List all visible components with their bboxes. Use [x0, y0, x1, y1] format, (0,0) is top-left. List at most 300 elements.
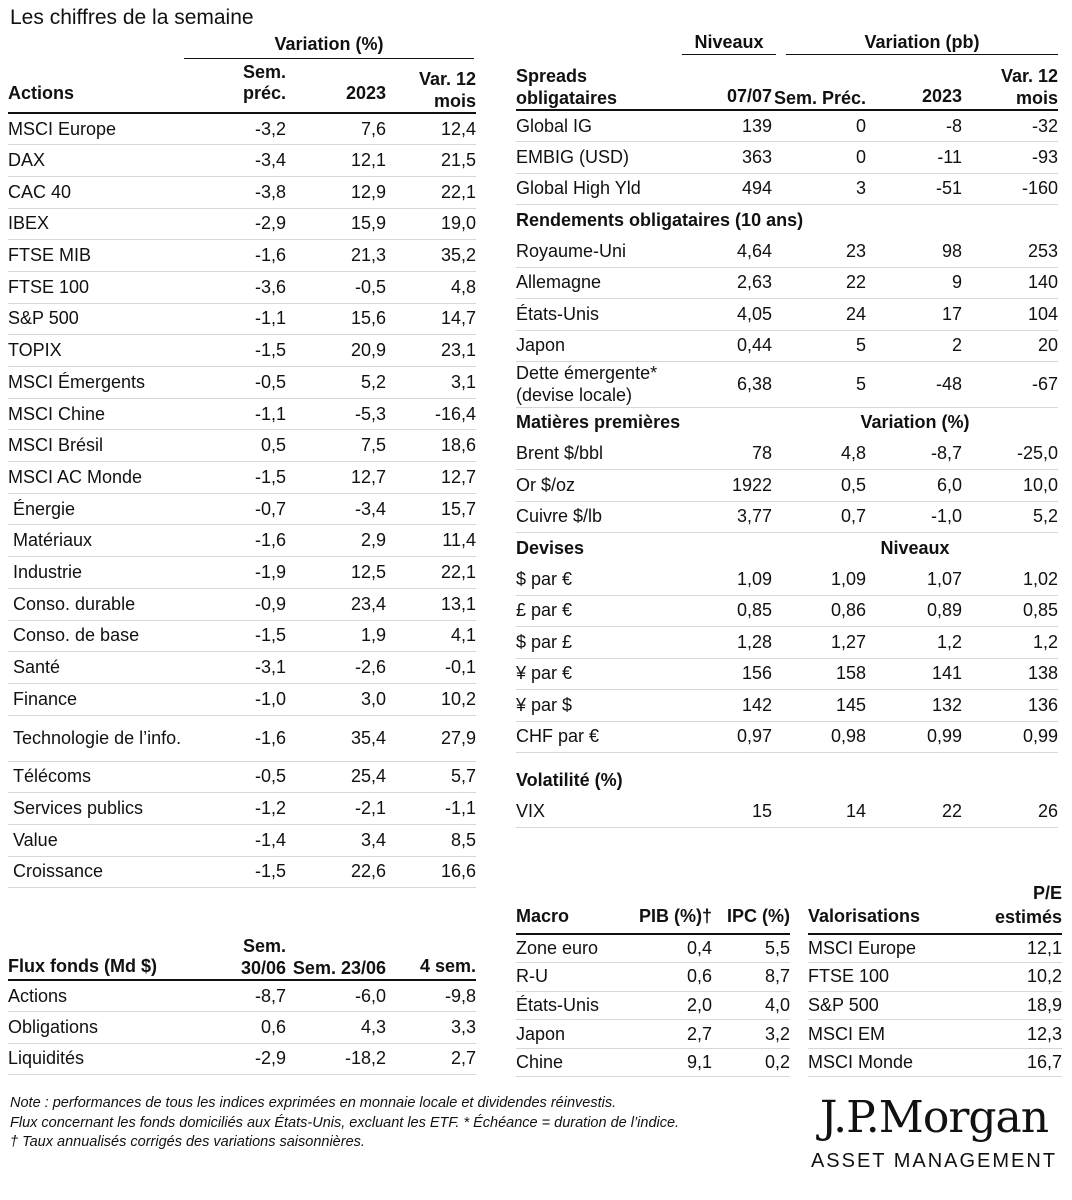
table-row [516, 362, 1058, 408]
row-value: 12,7 [386, 462, 476, 494]
row-label: Matériaux [8, 525, 196, 557]
footnote-3: † Taux annualisés corrigés des variations saisonnières. [10, 1134, 365, 1150]
volatilite-section-title: Volatilité (%) [516, 769, 623, 790]
row-value: -0,1 [386, 652, 476, 684]
row-value: -25,0 [962, 438, 1058, 470]
row-value: 4,8 [772, 438, 866, 470]
row-label: $ par € [516, 564, 680, 596]
table-row [8, 271, 476, 303]
actions-header-name: Actions [8, 62, 196, 113]
spreads-group-variation: Variation (pb) [786, 32, 1058, 55]
table-row [8, 620, 476, 652]
table-row [516, 501, 1058, 533]
table-row [8, 980, 476, 1012]
row-label: Japon [516, 1020, 626, 1049]
row-label: Japon [516, 330, 680, 362]
row-label: MSCI EM [808, 1020, 968, 1049]
footnote-2: Flux concernant les fonds domiciliés aux États-Unis, excluant les ETF. * Échéance = duration de l’indice. [10, 1114, 680, 1131]
row-value: -0,5 [286, 271, 386, 303]
row-value: 2 [866, 330, 962, 362]
row-value: 3,2 [712, 1020, 790, 1049]
valorisations-header-name: Valorisations [808, 880, 968, 934]
row-value: 1,28 [680, 627, 772, 659]
logo-name: J.P.Morgan [819, 1092, 1049, 1143]
table-row [8, 652, 476, 684]
row-value: 3,3 [386, 1012, 476, 1044]
row-value: 17 [866, 299, 962, 331]
rendements-section [516, 205, 1058, 236]
row-label: MSCI Brésil [8, 430, 196, 462]
flux-header-name: Flux fonds (Md $) [8, 930, 196, 980]
row-value: -1,2 [196, 793, 286, 825]
table-row [8, 525, 476, 557]
row-value: 98 [866, 236, 962, 268]
spreads-header-12m: Var. 12 mois [962, 60, 1058, 110]
row-value: 23,4 [286, 588, 386, 620]
macro-header-ipc: IPC (%) [712, 880, 790, 934]
table-row [8, 176, 476, 208]
row-value: 138 [962, 658, 1058, 690]
row-label: DAX [8, 145, 196, 177]
row-label: Liquidités [8, 1043, 196, 1075]
row-value: -3,6 [196, 271, 286, 303]
row-value: -51 [866, 173, 962, 205]
row-label: Allemagne [516, 267, 680, 299]
flux-header-3006: Sem. 30/06 [196, 930, 286, 980]
row-value: 156 [680, 658, 772, 690]
row-value: 4,1 [386, 620, 476, 652]
table-row [8, 588, 476, 620]
row-value: 0 [772, 142, 866, 174]
row-value: 13,1 [386, 588, 476, 620]
table-row [516, 330, 1058, 362]
table-row [808, 934, 1062, 963]
table-row [516, 236, 1058, 268]
flux-header-4sem: 4 sem. [386, 930, 476, 980]
row-value: -0,5 [196, 761, 286, 793]
row-value: -5,3 [286, 398, 386, 430]
row-value: 136 [962, 690, 1058, 722]
row-value: 5,2 [962, 501, 1058, 533]
macro-table [516, 880, 790, 1077]
row-label: R-U [516, 963, 626, 992]
row-value: 0,5 [772, 470, 866, 502]
row-value: 27,9 [386, 715, 476, 761]
row-value: 0,86 [772, 595, 866, 627]
row-label: FTSE 100 [8, 271, 196, 303]
row-value: 14,7 [386, 303, 476, 335]
table-row [8, 398, 476, 430]
row-value: 132 [866, 690, 962, 722]
row-value: 8,5 [386, 824, 476, 856]
spreads-header-name: Spreads obligataires [516, 60, 680, 110]
row-value: 0,85 [680, 595, 772, 627]
rendements-section-title: Rendements obligataires (10 ans) [516, 209, 804, 230]
row-value: 11,4 [386, 525, 476, 557]
table-row [8, 145, 476, 177]
row-value: 139 [680, 110, 772, 142]
valorisations-table [808, 880, 1062, 1077]
row-value: -8,7 [196, 980, 286, 1012]
row-value: 142 [680, 690, 772, 722]
table-row [8, 493, 476, 525]
table-row [516, 299, 1058, 331]
row-value: 14 [772, 796, 866, 828]
row-label: CHF par € [516, 721, 680, 753]
row-value: -3,4 [286, 493, 386, 525]
table-row [516, 658, 1058, 690]
row-label: Cuivre $/lb [516, 501, 680, 533]
row-value: 1,09 [772, 564, 866, 596]
row-label: VIX [516, 796, 680, 828]
row-value: -93 [962, 142, 1058, 174]
row-value: 15,7 [386, 493, 476, 525]
row-value: 140 [962, 267, 1058, 299]
actions-group-header: Variation (%) [184, 34, 474, 59]
row-value: 10,2 [386, 683, 476, 715]
row-value: 23,1 [386, 335, 476, 367]
row-value: 23 [772, 236, 866, 268]
row-value: -1,5 [196, 856, 286, 888]
row-value: 15,9 [286, 208, 386, 240]
row-label: TOPIX [8, 335, 196, 367]
row-value: -1,9 [196, 557, 286, 589]
row-value: -160 [962, 173, 1058, 205]
row-value: 0,4 [626, 934, 712, 963]
row-label: Croissance [8, 856, 196, 888]
table-row [8, 761, 476, 793]
table-row [8, 367, 476, 399]
row-value: 4,64 [680, 236, 772, 268]
devises-section-title: Devises [516, 537, 585, 558]
row-value: 0,2 [712, 1048, 790, 1077]
row-value: 4,0 [712, 991, 790, 1020]
row-label: MSCI Émergents [8, 367, 196, 399]
table-row [516, 721, 1058, 753]
row-value: 19,0 [386, 208, 476, 240]
row-label: Chine [516, 1048, 626, 1077]
table-row [808, 963, 1062, 992]
row-value: -32 [962, 110, 1058, 142]
row-value: -16,4 [386, 398, 476, 430]
row-label: Royaume-Uni [516, 236, 680, 268]
row-value: 0,99 [962, 721, 1058, 753]
row-value: -3,4 [196, 145, 286, 177]
spreads-header-week: Sem. Préc. [772, 60, 866, 110]
row-label: Or $/oz [516, 470, 680, 502]
table-row [516, 963, 790, 992]
flux-section [8, 930, 478, 1075]
table-row [516, 1020, 790, 1049]
row-value: 26 [962, 796, 1058, 828]
row-value: 12,9 [286, 176, 386, 208]
row-value: 18,6 [386, 430, 476, 462]
row-value: 9 [866, 267, 962, 299]
row-value: 2,9 [286, 525, 386, 557]
logo-subtitle: ASSET MANAGEMENT [810, 1150, 1058, 1172]
table-row [8, 715, 476, 761]
row-label: CAC 40 [8, 176, 196, 208]
table-row [808, 1048, 1062, 1077]
row-value: 4,3 [286, 1012, 386, 1044]
table-row [516, 595, 1058, 627]
row-label: Télécoms [8, 761, 196, 793]
row-value: 363 [680, 142, 772, 174]
row-value: -1,5 [196, 620, 286, 652]
actions-header-week: Sem. préc. [196, 62, 286, 113]
row-value: -1,1 [386, 793, 476, 825]
table-row [8, 430, 476, 462]
table-row [8, 240, 476, 272]
row-value: 20,9 [286, 335, 386, 367]
row-value: 12,7 [286, 462, 386, 494]
row-value: -48 [866, 362, 962, 408]
row-value: 145 [772, 690, 866, 722]
row-value: 2,7 [626, 1020, 712, 1049]
row-label: S&P 500 [8, 303, 196, 335]
row-value: -1,5 [196, 462, 286, 494]
row-value: 12,1 [286, 145, 386, 177]
row-value: 78 [680, 438, 772, 470]
row-value: 1,02 [962, 564, 1058, 596]
table-row [516, 1048, 790, 1077]
jpmorgan-logo [808, 1092, 1060, 1173]
row-value: -6,0 [286, 980, 386, 1012]
table-row [516, 142, 1058, 174]
macro-header-pib: PIB (%)† [626, 880, 712, 934]
row-value: -1,1 [196, 398, 286, 430]
row-label: Conso. de base [8, 620, 196, 652]
footnotes [10, 1094, 740, 1153]
row-value: 6,38 [680, 362, 772, 408]
devises-section [516, 533, 1058, 564]
table-row [516, 690, 1058, 722]
row-label: Brent $/bbl [516, 438, 680, 470]
row-label: ¥ par $ [516, 690, 680, 722]
row-label: Global IG [516, 110, 680, 142]
row-value: -8,7 [866, 438, 962, 470]
row-value: 1,2 [962, 627, 1058, 659]
row-value: 5 [772, 330, 866, 362]
footnote-1: Note : performances de tous les indices exprimées en monnaie locale et dividendes réinvestis. [10, 1095, 617, 1111]
row-value: 5,2 [286, 367, 386, 399]
row-value: -67 [962, 362, 1058, 408]
row-label: MSCI AC Monde [8, 462, 196, 494]
matieres-section-title: Matières premières [516, 412, 681, 433]
row-value: 12,5 [286, 557, 386, 589]
row-label: États-Unis [516, 299, 680, 331]
row-label: MSCI Monde [808, 1048, 968, 1077]
row-value: -2,6 [286, 652, 386, 684]
row-value: 158 [772, 658, 866, 690]
table-row [516, 470, 1058, 502]
row-value: 7,5 [286, 430, 386, 462]
page-title: Les chiffres de la semaine [10, 6, 254, 29]
row-value: 3 [772, 173, 866, 205]
row-value: -0,7 [196, 493, 286, 525]
table-row [516, 796, 1058, 828]
row-value: -1,6 [196, 525, 286, 557]
row-label: Finance [8, 683, 196, 715]
row-label: Technologie de l’info. [8, 715, 196, 761]
table-row [8, 856, 476, 888]
row-label: IBEX [8, 208, 196, 240]
row-value: 22,6 [286, 856, 386, 888]
row-value: 12,4 [386, 113, 476, 145]
row-value: 5,5 [712, 934, 790, 963]
row-label: FTSE 100 [808, 963, 968, 992]
row-label: MSCI Europe [808, 934, 968, 963]
row-value: 0,6 [626, 963, 712, 992]
table-row [8, 683, 476, 715]
row-label: Services publics [8, 793, 196, 825]
row-value: 3,77 [680, 501, 772, 533]
row-value: 1,27 [772, 627, 866, 659]
table-row [8, 208, 476, 240]
row-value: 0,89 [866, 595, 962, 627]
table-row [8, 303, 476, 335]
row-value: 104 [962, 299, 1058, 331]
macro-header-name: Macro [516, 880, 626, 934]
row-value: 0,44 [680, 330, 772, 362]
row-value: 22,1 [386, 557, 476, 589]
row-value: -1,4 [196, 824, 286, 856]
markets-table [516, 60, 1058, 828]
row-label: MSCI Chine [8, 398, 196, 430]
row-value: 35,2 [386, 240, 476, 272]
row-value: 35,4 [286, 715, 386, 761]
actions-header-12m: Var. 12 mois [386, 62, 476, 113]
row-value: 6,0 [866, 470, 962, 502]
table-row [516, 934, 790, 963]
table-row [8, 824, 476, 856]
row-value: 0,85 [962, 595, 1058, 627]
row-value: 1,2 [866, 627, 962, 659]
actions-header-2023: 2023 [286, 62, 386, 113]
row-value: -3,2 [196, 113, 286, 145]
row-value: -1,0 [196, 683, 286, 715]
row-value: -1,6 [196, 240, 286, 272]
row-value: -1,6 [196, 715, 286, 761]
flux-header-2306: Sem. 23/06 [286, 930, 386, 980]
row-label: Énergie [8, 493, 196, 525]
row-value: 4,05 [680, 299, 772, 331]
row-value: 16,6 [386, 856, 476, 888]
devises-section-sub: Niveaux [880, 537, 950, 558]
row-value: 24 [772, 299, 866, 331]
row-value: 8,7 [712, 963, 790, 992]
row-value: 141 [866, 658, 962, 690]
row-value: 4,8 [386, 271, 476, 303]
row-value: 2,0 [626, 991, 712, 1020]
row-value: -2,1 [286, 793, 386, 825]
row-label: Global High Yld [516, 173, 680, 205]
row-value: 20 [962, 330, 1058, 362]
table-row [516, 438, 1058, 470]
row-value: 7,6 [286, 113, 386, 145]
row-label: EMBIG (USD) [516, 142, 680, 174]
row-value: 2,7 [386, 1043, 476, 1075]
row-value: 3,1 [386, 367, 476, 399]
table-row [8, 557, 476, 589]
row-label: FTSE MIB [8, 240, 196, 272]
table-row [808, 991, 1062, 1020]
row-value: 10,2 [968, 963, 1062, 992]
actions-table [8, 62, 476, 888]
table-row [808, 1020, 1062, 1049]
row-label: ¥ par € [516, 658, 680, 690]
row-label: Santé [8, 652, 196, 684]
row-value: -11 [866, 142, 962, 174]
row-value: 0 [772, 110, 866, 142]
matieres-section-sub: Variation (%) [860, 412, 970, 433]
row-value: -9,8 [386, 980, 476, 1012]
table-row [516, 267, 1058, 299]
row-value: 0,99 [866, 721, 962, 753]
row-value: 1,07 [866, 564, 962, 596]
row-label: Industrie [8, 557, 196, 589]
row-value: 22 [772, 267, 866, 299]
row-value: 1922 [680, 470, 772, 502]
row-value: 5 [772, 362, 866, 408]
row-value: 9,1 [626, 1048, 712, 1077]
row-value: 25,4 [286, 761, 386, 793]
row-label: Actions [8, 980, 196, 1012]
row-label: Conso. durable [8, 588, 196, 620]
row-value: -1,5 [196, 335, 286, 367]
row-value: 3,4 [286, 824, 386, 856]
row-label: $ par £ [516, 627, 680, 659]
row-value: 15,6 [286, 303, 386, 335]
row-value: 1,9 [286, 620, 386, 652]
row-value: 12,3 [968, 1020, 1062, 1049]
table-row [8, 793, 476, 825]
macro-section [516, 880, 792, 1077]
flux-table [8, 930, 476, 1075]
row-value: 3,0 [286, 683, 386, 715]
row-value: -1,1 [196, 303, 286, 335]
row-label: S&P 500 [808, 991, 968, 1020]
row-label: Obligations [8, 1012, 196, 1044]
table-row [8, 113, 476, 145]
matieres-section [516, 407, 1058, 438]
row-label: Dette émergente* (devise locale) [516, 362, 680, 408]
row-value: 494 [680, 173, 772, 205]
row-value: 21,5 [386, 145, 476, 177]
row-value: -3,8 [196, 176, 286, 208]
row-value: -0,9 [196, 588, 286, 620]
row-value: -2,9 [196, 1043, 286, 1075]
table-row [516, 991, 790, 1020]
spreads-header-2023: 2023 [866, 60, 962, 110]
row-value: -8 [866, 110, 962, 142]
row-value: 10,0 [962, 470, 1058, 502]
row-value: 0,97 [680, 721, 772, 753]
row-value: -18,2 [286, 1043, 386, 1075]
table-row [516, 627, 1058, 659]
row-value: 2,63 [680, 267, 772, 299]
spacer [516, 753, 1058, 765]
row-value: -0,5 [196, 367, 286, 399]
spreads-header-date: 07/07 [680, 60, 772, 110]
row-value: 253 [962, 236, 1058, 268]
row-label: États-Unis [516, 991, 626, 1020]
row-label: £ par € [516, 595, 680, 627]
row-label: MSCI Europe [8, 113, 196, 145]
row-value: 16,7 [968, 1048, 1062, 1077]
table-row [8, 1012, 476, 1044]
row-value: 0,6 [196, 1012, 286, 1044]
